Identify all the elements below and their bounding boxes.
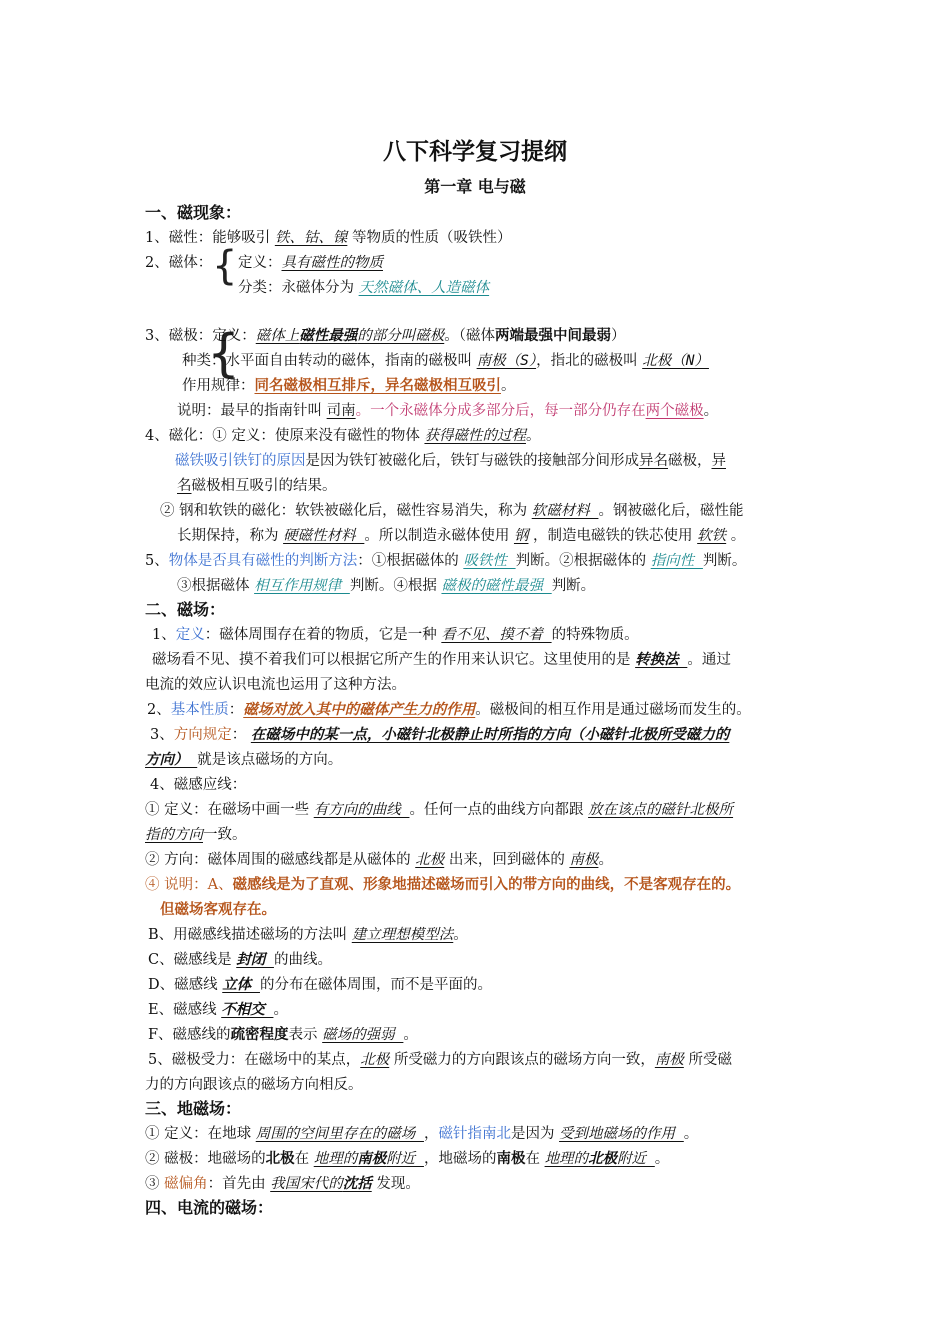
text-line: 2、基本性质：磁场对放入其中的磁体产生力的作用。磁极间的相互作用是通过磁场而发生的。 xyxy=(147,702,751,718)
text-line: 方向） 就是该点磁场的方向。 xyxy=(145,752,343,768)
text-line: ③根据磁体 相互作用规律 判断。④根据 磁极的磁性最强 判断。 xyxy=(177,578,596,594)
brace-icon: { xyxy=(207,324,241,384)
text-line: 长期保持，称为 硬磁性材料 。所以制造永磁体使用 钢 ，制造电磁铁的铁芯使用 软铁 。 xyxy=(177,528,746,544)
text-line: 作用规律：同名磁极相互排斥，异名磁极相互吸引。 xyxy=(182,377,516,394)
section-heading: 三、地磁场： xyxy=(145,1099,242,1118)
text-line: ① 定义：在磁场中画一些 有方向的曲线 。任何一点的曲线方向都跟 放在该点的磁针北极所 xyxy=(145,802,734,818)
text-line: 种类：水平面自由转动的磁体，指南的磁极叫 南极（S），指北的磁极叫 北极（N） xyxy=(182,353,709,369)
section-heading: 一、磁现象： xyxy=(145,203,242,222)
page-title: 八下科学复习提纲 xyxy=(383,139,567,165)
text-line: 4、磁化：① 定义：使原来没有磁性的物体 获得磁性的过程。 xyxy=(145,428,541,444)
text-line: ③ 磁偏角：首先由 我国宋代的沈括 发现。 xyxy=(145,1176,420,1192)
text-line: 3、方向规定： 在磁场中的某一点，小磁针北极静止时所指的方向（小磁针北极所受磁力的 xyxy=(150,727,730,743)
text-line: 2、磁体： xyxy=(145,255,213,271)
text-line: 说明：最早的指南针叫 司南。一个永磁体分成多部分后，每一部分仍存在两个磁极。 xyxy=(177,403,719,419)
brace-icon: { xyxy=(212,243,238,289)
text-line: 分类：永磁体分为 天然磁体、人造磁体 xyxy=(238,280,490,296)
text-line: 电流的效应认识电流也运用了这种方法。 xyxy=(145,677,406,693)
text-line: 1、磁性：能够吸引 铁、钴、镍 等物质的性质（吸铁性） xyxy=(145,230,512,246)
text-line: ② 磁极：地磁场的北极在 地理的南极附近 ，地磁场的南极在 地理的北极附近 。 xyxy=(145,1150,670,1167)
section-heading: 四、电流的磁场： xyxy=(145,1198,274,1217)
section-heading: 二、磁场： xyxy=(145,600,226,619)
chapter-title: 第一章 电与磁 xyxy=(424,177,526,196)
text-line: 3、磁极：定义：磁体上磁性最强的部分叫磁极。（磁体两端最强中间最弱） xyxy=(145,327,626,344)
text-line: E、磁感线 不相交 。 xyxy=(148,1002,288,1018)
text-line: 名磁极相互吸引的结果。 xyxy=(177,478,337,494)
text-line: 指的方向一致。 xyxy=(145,827,247,843)
text-line: 1、定义：磁体周围存在着的物质，它是一种 看不见、摸不着 的特殊物质。 xyxy=(152,627,639,643)
text-line: D、磁感线 立体 的分布在磁体周围，而不是平面的。 xyxy=(148,977,492,993)
text-line: 5、磁极受力：在磁场中的某点，北极 所受磁力的方向跟该点的磁场方向一致，南极 所受磁 xyxy=(148,1052,732,1068)
text-line: C、磁感线是 封闭 的曲线。 xyxy=(148,952,332,968)
text-line: 4、磁感应线： xyxy=(150,777,247,793)
text-line: 5、物体是否具有磁性的判断方法：①根据磁体的 吸铁性 判断。②根据磁体的 指向性 判断。 xyxy=(145,553,747,569)
text-line: ② 钢和软铁的磁化：软铁被磁化后，磁性容易消失，称为 软磁材料 。钢被磁化后，磁性能 xyxy=(160,503,744,519)
text-line: ② 方向：磁体周围的磁感线都是从磁体的 北极 出来，回到磁体的 南极。 xyxy=(145,852,613,868)
text-line: 但磁场客观存在。 xyxy=(160,901,276,918)
text-line: B、用磁感线描述磁场的方法叫 建立理想模型法。 xyxy=(148,927,468,943)
text-line: 力的方向跟该点的磁场方向相反。 xyxy=(145,1077,363,1093)
text-line: 磁场看不见、摸不着我们可以根据它所产生的作用来认识它。这里使用的是 转换法 。通过 xyxy=(152,652,731,668)
text-line: F、磁感线的疏密程度表示 磁场的强弱 。 xyxy=(148,1026,418,1043)
text-line: 定义：具有磁性的物质 xyxy=(238,255,383,271)
text-line: ① 定义：在地球 周围的空间里存在的磁场 ，磁针指南北是因为 受到地磁场的作用 。 xyxy=(145,1126,699,1142)
text-line: 磁铁吸引铁钉的原因是因为铁钉被磁化后，铁钉与磁铁的接触部分间形成异名磁极，异 xyxy=(175,453,726,469)
text-line: ④ 说明：A、磁感线是为了直观、形象地描述磁场而引入的带方向的曲线，不是客观存在的。 xyxy=(145,876,741,893)
